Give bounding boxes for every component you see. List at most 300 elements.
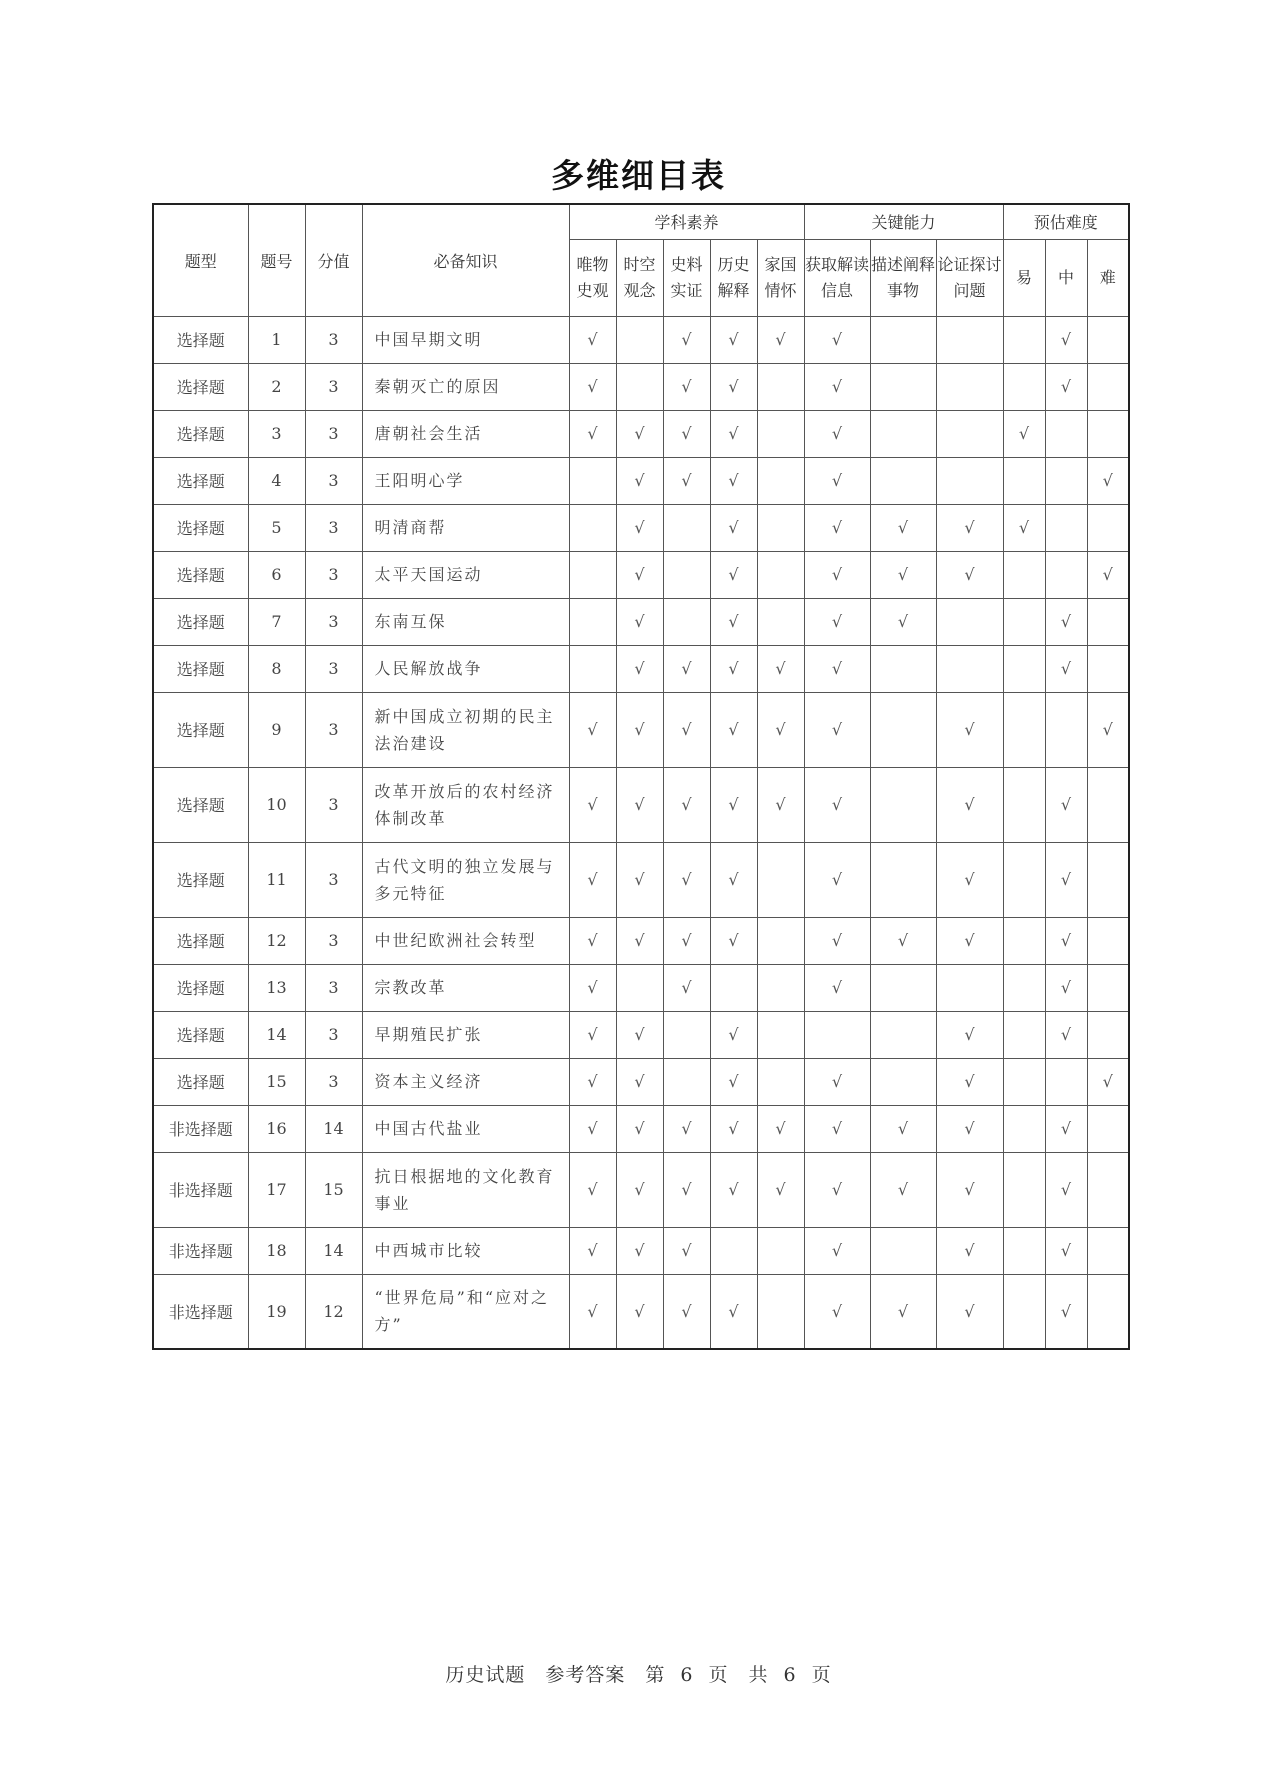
cell-type: 选择题 bbox=[153, 964, 248, 1011]
check-mark-icon: √ bbox=[831, 795, 843, 814]
check-cell bbox=[1087, 363, 1129, 410]
check-cell bbox=[1087, 410, 1129, 457]
check-mark-icon: √ bbox=[634, 565, 645, 584]
check-cell bbox=[1003, 1227, 1045, 1274]
header-sub-7: 论证探讨问题 bbox=[936, 239, 1003, 316]
table-row bbox=[153, 316, 1129, 363]
check-mark-icon: √ bbox=[831, 612, 843, 631]
check-mark-icon: √ bbox=[681, 1119, 692, 1138]
check-cell bbox=[1087, 457, 1129, 504]
check-cell bbox=[569, 457, 616, 504]
check-cell bbox=[870, 964, 936, 1011]
cell-score: 3 bbox=[305, 598, 362, 645]
check-mark-icon: √ bbox=[681, 330, 692, 349]
check-cell bbox=[1087, 598, 1129, 645]
check-mark-icon: √ bbox=[831, 1241, 843, 1260]
cell-score: 3 bbox=[305, 1058, 362, 1105]
check-cell bbox=[870, 316, 936, 363]
cell-score: 3 bbox=[305, 1011, 362, 1058]
check-mark-icon: √ bbox=[1102, 1072, 1113, 1091]
check-cell bbox=[1087, 1227, 1129, 1274]
cell-knowledge: 唐朝社会生活 bbox=[362, 410, 569, 457]
check-cell bbox=[1087, 1011, 1129, 1058]
check-cell bbox=[569, 645, 616, 692]
check-cell bbox=[616, 1058, 663, 1105]
check-mark-icon: √ bbox=[681, 471, 692, 490]
check-cell bbox=[870, 1274, 936, 1349]
check-cell bbox=[870, 410, 936, 457]
cell-number: 13 bbox=[248, 964, 305, 1011]
cell-number: 6 bbox=[248, 551, 305, 598]
check-mark-icon: √ bbox=[728, 931, 739, 950]
check-mark-icon: √ bbox=[634, 931, 645, 950]
cell-type: 非选择题 bbox=[153, 1274, 248, 1349]
check-cell bbox=[757, 504, 804, 551]
check-mark-icon: √ bbox=[681, 1180, 692, 1199]
check-cell bbox=[870, 551, 936, 598]
check-cell bbox=[804, 504, 870, 551]
check-cell bbox=[936, 504, 1003, 551]
check-mark-icon: √ bbox=[831, 565, 843, 584]
header-number: 题号 bbox=[248, 204, 305, 316]
cell-type: 选择题 bbox=[153, 645, 248, 692]
table-row bbox=[153, 1274, 1129, 1349]
cell-number: 1 bbox=[248, 316, 305, 363]
check-mark-icon: √ bbox=[634, 1119, 645, 1138]
check-cell bbox=[936, 410, 1003, 457]
table-row bbox=[153, 692, 1129, 767]
check-cell bbox=[804, 1011, 870, 1058]
check-cell bbox=[936, 316, 1003, 363]
cell-type: 选择题 bbox=[153, 316, 248, 363]
check-cell bbox=[710, 1105, 757, 1152]
check-mark-icon: √ bbox=[634, 720, 645, 739]
cell-type: 选择题 bbox=[153, 551, 248, 598]
check-mark-icon: √ bbox=[587, 931, 598, 950]
check-mark-icon: √ bbox=[728, 1301, 739, 1321]
cell-type: 选择题 bbox=[153, 457, 248, 504]
check-cell bbox=[804, 457, 870, 504]
check-cell bbox=[569, 1274, 616, 1349]
check-cell bbox=[616, 410, 663, 457]
check-cell bbox=[616, 1011, 663, 1058]
check-mark-icon: √ bbox=[728, 330, 739, 349]
check-cell bbox=[663, 1058, 710, 1105]
check-mark-icon: √ bbox=[728, 795, 739, 814]
check-cell bbox=[663, 410, 710, 457]
check-mark-icon: √ bbox=[587, 1119, 598, 1138]
check-cell bbox=[1003, 842, 1045, 917]
check-cell bbox=[1045, 363, 1087, 410]
check-cell bbox=[616, 1274, 663, 1349]
check-cell bbox=[936, 767, 1003, 842]
check-mark-icon: √ bbox=[681, 978, 692, 997]
check-mark-icon: √ bbox=[964, 1301, 975, 1321]
cell-number: 7 bbox=[248, 598, 305, 645]
header-sub-3: 历史解释 bbox=[710, 239, 757, 316]
check-cell bbox=[569, 1011, 616, 1058]
check-cell bbox=[1087, 692, 1129, 767]
check-cell bbox=[757, 410, 804, 457]
check-mark-icon: √ bbox=[681, 1241, 692, 1260]
check-mark-icon: √ bbox=[728, 377, 739, 396]
check-mark-icon: √ bbox=[964, 1119, 975, 1138]
cell-score: 3 bbox=[305, 842, 362, 917]
check-mark-icon: √ bbox=[1060, 1180, 1072, 1199]
check-cell bbox=[663, 964, 710, 1011]
check-cell bbox=[936, 1058, 1003, 1105]
check-mark-icon: √ bbox=[1060, 659, 1072, 678]
header-sub-6: 描述阐释事物 bbox=[870, 239, 936, 316]
check-cell bbox=[936, 842, 1003, 917]
header-knowledge: 必备知识 bbox=[362, 204, 569, 316]
check-mark-icon: √ bbox=[831, 720, 843, 739]
check-mark-icon: √ bbox=[1060, 377, 1072, 396]
cell-knowledge: 中国早期文明 bbox=[362, 316, 569, 363]
check-cell bbox=[569, 1152, 616, 1227]
cell-knowledge: 古代文明的独立发展与多元特征 bbox=[362, 842, 569, 917]
check-cell bbox=[663, 363, 710, 410]
check-cell bbox=[710, 363, 757, 410]
check-cell bbox=[1003, 964, 1045, 1011]
check-mark-icon: √ bbox=[1018, 518, 1030, 537]
cell-type: 选择题 bbox=[153, 917, 248, 964]
check-cell bbox=[1087, 504, 1129, 551]
check-cell bbox=[1087, 964, 1129, 1011]
table-row bbox=[153, 1058, 1129, 1105]
check-mark-icon: √ bbox=[587, 978, 598, 997]
check-cell bbox=[1003, 316, 1045, 363]
check-cell bbox=[569, 964, 616, 1011]
check-mark-icon: √ bbox=[587, 330, 598, 349]
check-cell bbox=[1045, 1011, 1087, 1058]
check-cell bbox=[936, 1227, 1003, 1274]
check-cell bbox=[1045, 767, 1087, 842]
check-cell bbox=[804, 410, 870, 457]
table-row bbox=[153, 504, 1129, 551]
check-cell bbox=[1087, 917, 1129, 964]
cell-knowledge: 改革开放后的农村经济体制改革 bbox=[362, 767, 569, 842]
cell-knowledge: 中西城市比较 bbox=[362, 1227, 569, 1274]
check-mark-icon: √ bbox=[681, 795, 692, 814]
check-cell bbox=[757, 598, 804, 645]
check-cell bbox=[1003, 410, 1045, 457]
check-mark-icon: √ bbox=[1060, 612, 1072, 631]
check-cell bbox=[804, 917, 870, 964]
cell-score: 3 bbox=[305, 917, 362, 964]
check-cell bbox=[936, 1105, 1003, 1152]
cell-type: 选择题 bbox=[153, 842, 248, 917]
check-mark-icon: √ bbox=[634, 870, 645, 889]
check-cell bbox=[757, 767, 804, 842]
check-mark-icon: √ bbox=[587, 870, 598, 889]
table-row bbox=[153, 917, 1129, 964]
table-row bbox=[153, 964, 1129, 1011]
check-cell bbox=[1045, 692, 1087, 767]
check-cell bbox=[663, 457, 710, 504]
check-mark-icon: √ bbox=[831, 659, 843, 678]
check-mark-icon: √ bbox=[1060, 1119, 1072, 1138]
page-title: 多维细目表 bbox=[551, 156, 726, 195]
check-mark-icon: √ bbox=[634, 795, 645, 814]
check-cell bbox=[936, 551, 1003, 598]
cell-knowledge: 新中国成立初期的民主法治建设 bbox=[362, 692, 569, 767]
check-mark-icon: √ bbox=[897, 1180, 909, 1199]
check-mark-icon: √ bbox=[1060, 1301, 1072, 1321]
check-cell bbox=[569, 917, 616, 964]
check-cell bbox=[1087, 1274, 1129, 1349]
check-cell bbox=[936, 363, 1003, 410]
check-cell bbox=[804, 692, 870, 767]
cell-knowledge: 秦朝灭亡的原因 bbox=[362, 363, 569, 410]
check-cell bbox=[936, 1152, 1003, 1227]
check-mark-icon: √ bbox=[1060, 795, 1072, 814]
cell-knowledge: 中世纪欧洲社会转型 bbox=[362, 917, 569, 964]
check-cell bbox=[663, 1227, 710, 1274]
check-cell bbox=[1003, 917, 1045, 964]
check-mark-icon: √ bbox=[964, 565, 975, 584]
check-mark-icon: √ bbox=[587, 1241, 598, 1260]
check-mark-icon: √ bbox=[587, 1180, 598, 1199]
check-cell bbox=[569, 551, 616, 598]
check-mark-icon: √ bbox=[831, 471, 843, 490]
check-cell bbox=[1045, 1152, 1087, 1227]
cell-number: 15 bbox=[248, 1058, 305, 1105]
check-cell bbox=[710, 767, 757, 842]
check-mark-icon: √ bbox=[1060, 978, 1072, 997]
cell-type: 选择题 bbox=[153, 767, 248, 842]
cell-number: 5 bbox=[248, 504, 305, 551]
check-mark-icon: √ bbox=[634, 1025, 645, 1044]
check-cell bbox=[1003, 767, 1045, 842]
check-cell bbox=[710, 1152, 757, 1227]
check-cell bbox=[936, 917, 1003, 964]
check-cell bbox=[663, 316, 710, 363]
check-mark-icon: √ bbox=[681, 377, 692, 396]
cell-score: 3 bbox=[305, 767, 362, 842]
check-mark-icon: √ bbox=[1060, 330, 1072, 349]
header-sub-9: 中 bbox=[1045, 239, 1087, 316]
check-cell bbox=[757, 645, 804, 692]
check-cell bbox=[870, 917, 936, 964]
check-cell bbox=[1003, 551, 1045, 598]
check-cell bbox=[804, 1058, 870, 1105]
check-cell bbox=[804, 1227, 870, 1274]
check-cell bbox=[936, 457, 1003, 504]
cell-type: 非选择题 bbox=[153, 1152, 248, 1227]
check-cell bbox=[569, 598, 616, 645]
check-mark-icon: √ bbox=[1102, 720, 1113, 739]
check-cell bbox=[1087, 316, 1129, 363]
check-mark-icon: √ bbox=[775, 720, 786, 739]
check-cell bbox=[757, 692, 804, 767]
check-cell bbox=[870, 842, 936, 917]
check-mark-icon: √ bbox=[681, 931, 692, 950]
check-cell bbox=[757, 1152, 804, 1227]
check-cell bbox=[616, 1227, 663, 1274]
check-cell bbox=[710, 1011, 757, 1058]
header-group-ability: 关键能力 bbox=[804, 204, 1003, 239]
check-cell bbox=[1003, 598, 1045, 645]
check-mark-icon: √ bbox=[1102, 471, 1113, 490]
check-cell bbox=[1003, 1105, 1045, 1152]
cell-type: 选择题 bbox=[153, 692, 248, 767]
check-cell bbox=[569, 1105, 616, 1152]
check-cell bbox=[616, 598, 663, 645]
cell-number: 9 bbox=[248, 692, 305, 767]
check-mark-icon: √ bbox=[897, 931, 909, 950]
cell-score: 15 bbox=[305, 1152, 362, 1227]
check-cell bbox=[757, 1105, 804, 1152]
check-cell bbox=[1045, 1105, 1087, 1152]
check-cell bbox=[569, 767, 616, 842]
cell-score: 3 bbox=[305, 645, 362, 692]
check-mark-icon: √ bbox=[964, 931, 975, 950]
check-cell bbox=[1087, 645, 1129, 692]
check-cell bbox=[757, 1011, 804, 1058]
check-mark-icon: √ bbox=[634, 471, 645, 490]
check-cell bbox=[710, 964, 757, 1011]
check-mark-icon: √ bbox=[897, 1119, 909, 1138]
check-cell bbox=[663, 1274, 710, 1349]
check-cell bbox=[569, 1058, 616, 1105]
check-cell bbox=[616, 645, 663, 692]
check-cell bbox=[757, 964, 804, 1011]
cell-score: 12 bbox=[305, 1274, 362, 1349]
check-cell bbox=[870, 1152, 936, 1227]
check-cell bbox=[616, 692, 663, 767]
check-mark-icon: √ bbox=[831, 1119, 843, 1138]
check-cell bbox=[870, 1011, 936, 1058]
check-cell bbox=[870, 1105, 936, 1152]
check-cell bbox=[569, 842, 616, 917]
check-mark-icon: √ bbox=[587, 1025, 598, 1044]
check-cell bbox=[663, 551, 710, 598]
detail-table bbox=[152, 203, 1130, 1350]
check-cell bbox=[663, 917, 710, 964]
check-cell bbox=[663, 1152, 710, 1227]
check-cell bbox=[1087, 1105, 1129, 1152]
check-mark-icon: √ bbox=[681, 720, 692, 739]
check-mark-icon: √ bbox=[964, 1180, 975, 1199]
check-cell bbox=[936, 645, 1003, 692]
check-cell bbox=[1003, 457, 1045, 504]
check-cell bbox=[1003, 363, 1045, 410]
cell-knowledge: 抗日根据地的文化教育事业 bbox=[362, 1152, 569, 1227]
check-mark-icon: √ bbox=[831, 424, 843, 443]
check-cell bbox=[1087, 1058, 1129, 1105]
check-mark-icon: √ bbox=[831, 330, 843, 349]
check-mark-icon: √ bbox=[964, 795, 975, 814]
check-mark-icon: √ bbox=[775, 795, 786, 814]
check-cell bbox=[1003, 504, 1045, 551]
check-cell bbox=[710, 457, 757, 504]
check-cell bbox=[757, 917, 804, 964]
check-cell bbox=[616, 363, 663, 410]
check-cell bbox=[1045, 964, 1087, 1011]
check-mark-icon: √ bbox=[634, 1180, 645, 1199]
cell-score: 3 bbox=[305, 551, 362, 598]
check-mark-icon: √ bbox=[728, 471, 739, 490]
cell-number: 17 bbox=[248, 1152, 305, 1227]
check-cell bbox=[616, 457, 663, 504]
check-cell bbox=[870, 598, 936, 645]
check-cell bbox=[1045, 1274, 1087, 1349]
check-cell bbox=[569, 1227, 616, 1274]
check-mark-icon: √ bbox=[831, 518, 843, 537]
check-cell bbox=[1087, 1152, 1129, 1227]
check-mark-icon: √ bbox=[964, 1072, 975, 1091]
check-mark-icon: √ bbox=[1102, 565, 1113, 584]
check-mark-icon: √ bbox=[1060, 1241, 1072, 1260]
check-cell bbox=[804, 1105, 870, 1152]
check-mark-icon: √ bbox=[831, 1180, 843, 1199]
check-cell bbox=[870, 645, 936, 692]
check-cell bbox=[804, 1274, 870, 1349]
cell-number: 8 bbox=[248, 645, 305, 692]
check-mark-icon: √ bbox=[964, 1241, 975, 1260]
check-cell bbox=[1045, 457, 1087, 504]
table-row bbox=[153, 457, 1129, 504]
check-cell bbox=[757, 316, 804, 363]
check-mark-icon: √ bbox=[775, 659, 786, 678]
header-sub-10: 难 bbox=[1087, 239, 1129, 316]
check-cell bbox=[616, 842, 663, 917]
check-mark-icon: √ bbox=[897, 518, 909, 537]
check-mark-icon: √ bbox=[831, 931, 843, 950]
check-cell bbox=[663, 598, 710, 645]
check-cell bbox=[1003, 1152, 1045, 1227]
check-mark-icon: √ bbox=[728, 870, 739, 889]
check-cell bbox=[710, 598, 757, 645]
cell-type: 选择题 bbox=[153, 504, 248, 551]
check-mark-icon: √ bbox=[634, 612, 645, 631]
check-cell bbox=[936, 692, 1003, 767]
check-mark-icon: √ bbox=[681, 870, 692, 889]
check-cell bbox=[710, 551, 757, 598]
cell-number: 11 bbox=[248, 842, 305, 917]
check-mark-icon: √ bbox=[728, 1072, 739, 1091]
check-mark-icon: √ bbox=[728, 565, 739, 584]
check-cell bbox=[936, 1274, 1003, 1349]
check-cell bbox=[663, 842, 710, 917]
check-cell bbox=[710, 692, 757, 767]
cell-score: 3 bbox=[305, 410, 362, 457]
check-mark-icon: √ bbox=[587, 1301, 598, 1321]
cell-number: 19 bbox=[248, 1274, 305, 1349]
cell-knowledge: 人民解放战争 bbox=[362, 645, 569, 692]
cell-score: 3 bbox=[305, 692, 362, 767]
cell-score: 3 bbox=[305, 457, 362, 504]
check-mark-icon: √ bbox=[831, 1301, 843, 1321]
header-sub-0: 唯物史观 bbox=[569, 239, 616, 316]
check-cell bbox=[663, 767, 710, 842]
table-body bbox=[153, 316, 1129, 1349]
check-cell bbox=[663, 504, 710, 551]
check-mark-icon: √ bbox=[831, 377, 843, 396]
cell-score: 3 bbox=[305, 316, 362, 363]
check-cell bbox=[804, 842, 870, 917]
check-cell bbox=[1045, 1227, 1087, 1274]
check-cell bbox=[1003, 692, 1045, 767]
check-cell bbox=[804, 598, 870, 645]
check-mark-icon: √ bbox=[587, 795, 598, 814]
cell-knowledge: 中国古代盐业 bbox=[362, 1105, 569, 1152]
check-mark-icon: √ bbox=[1060, 870, 1072, 889]
cell-type: 选择题 bbox=[153, 1011, 248, 1058]
cell-type: 选择题 bbox=[153, 1058, 248, 1105]
check-cell bbox=[804, 551, 870, 598]
